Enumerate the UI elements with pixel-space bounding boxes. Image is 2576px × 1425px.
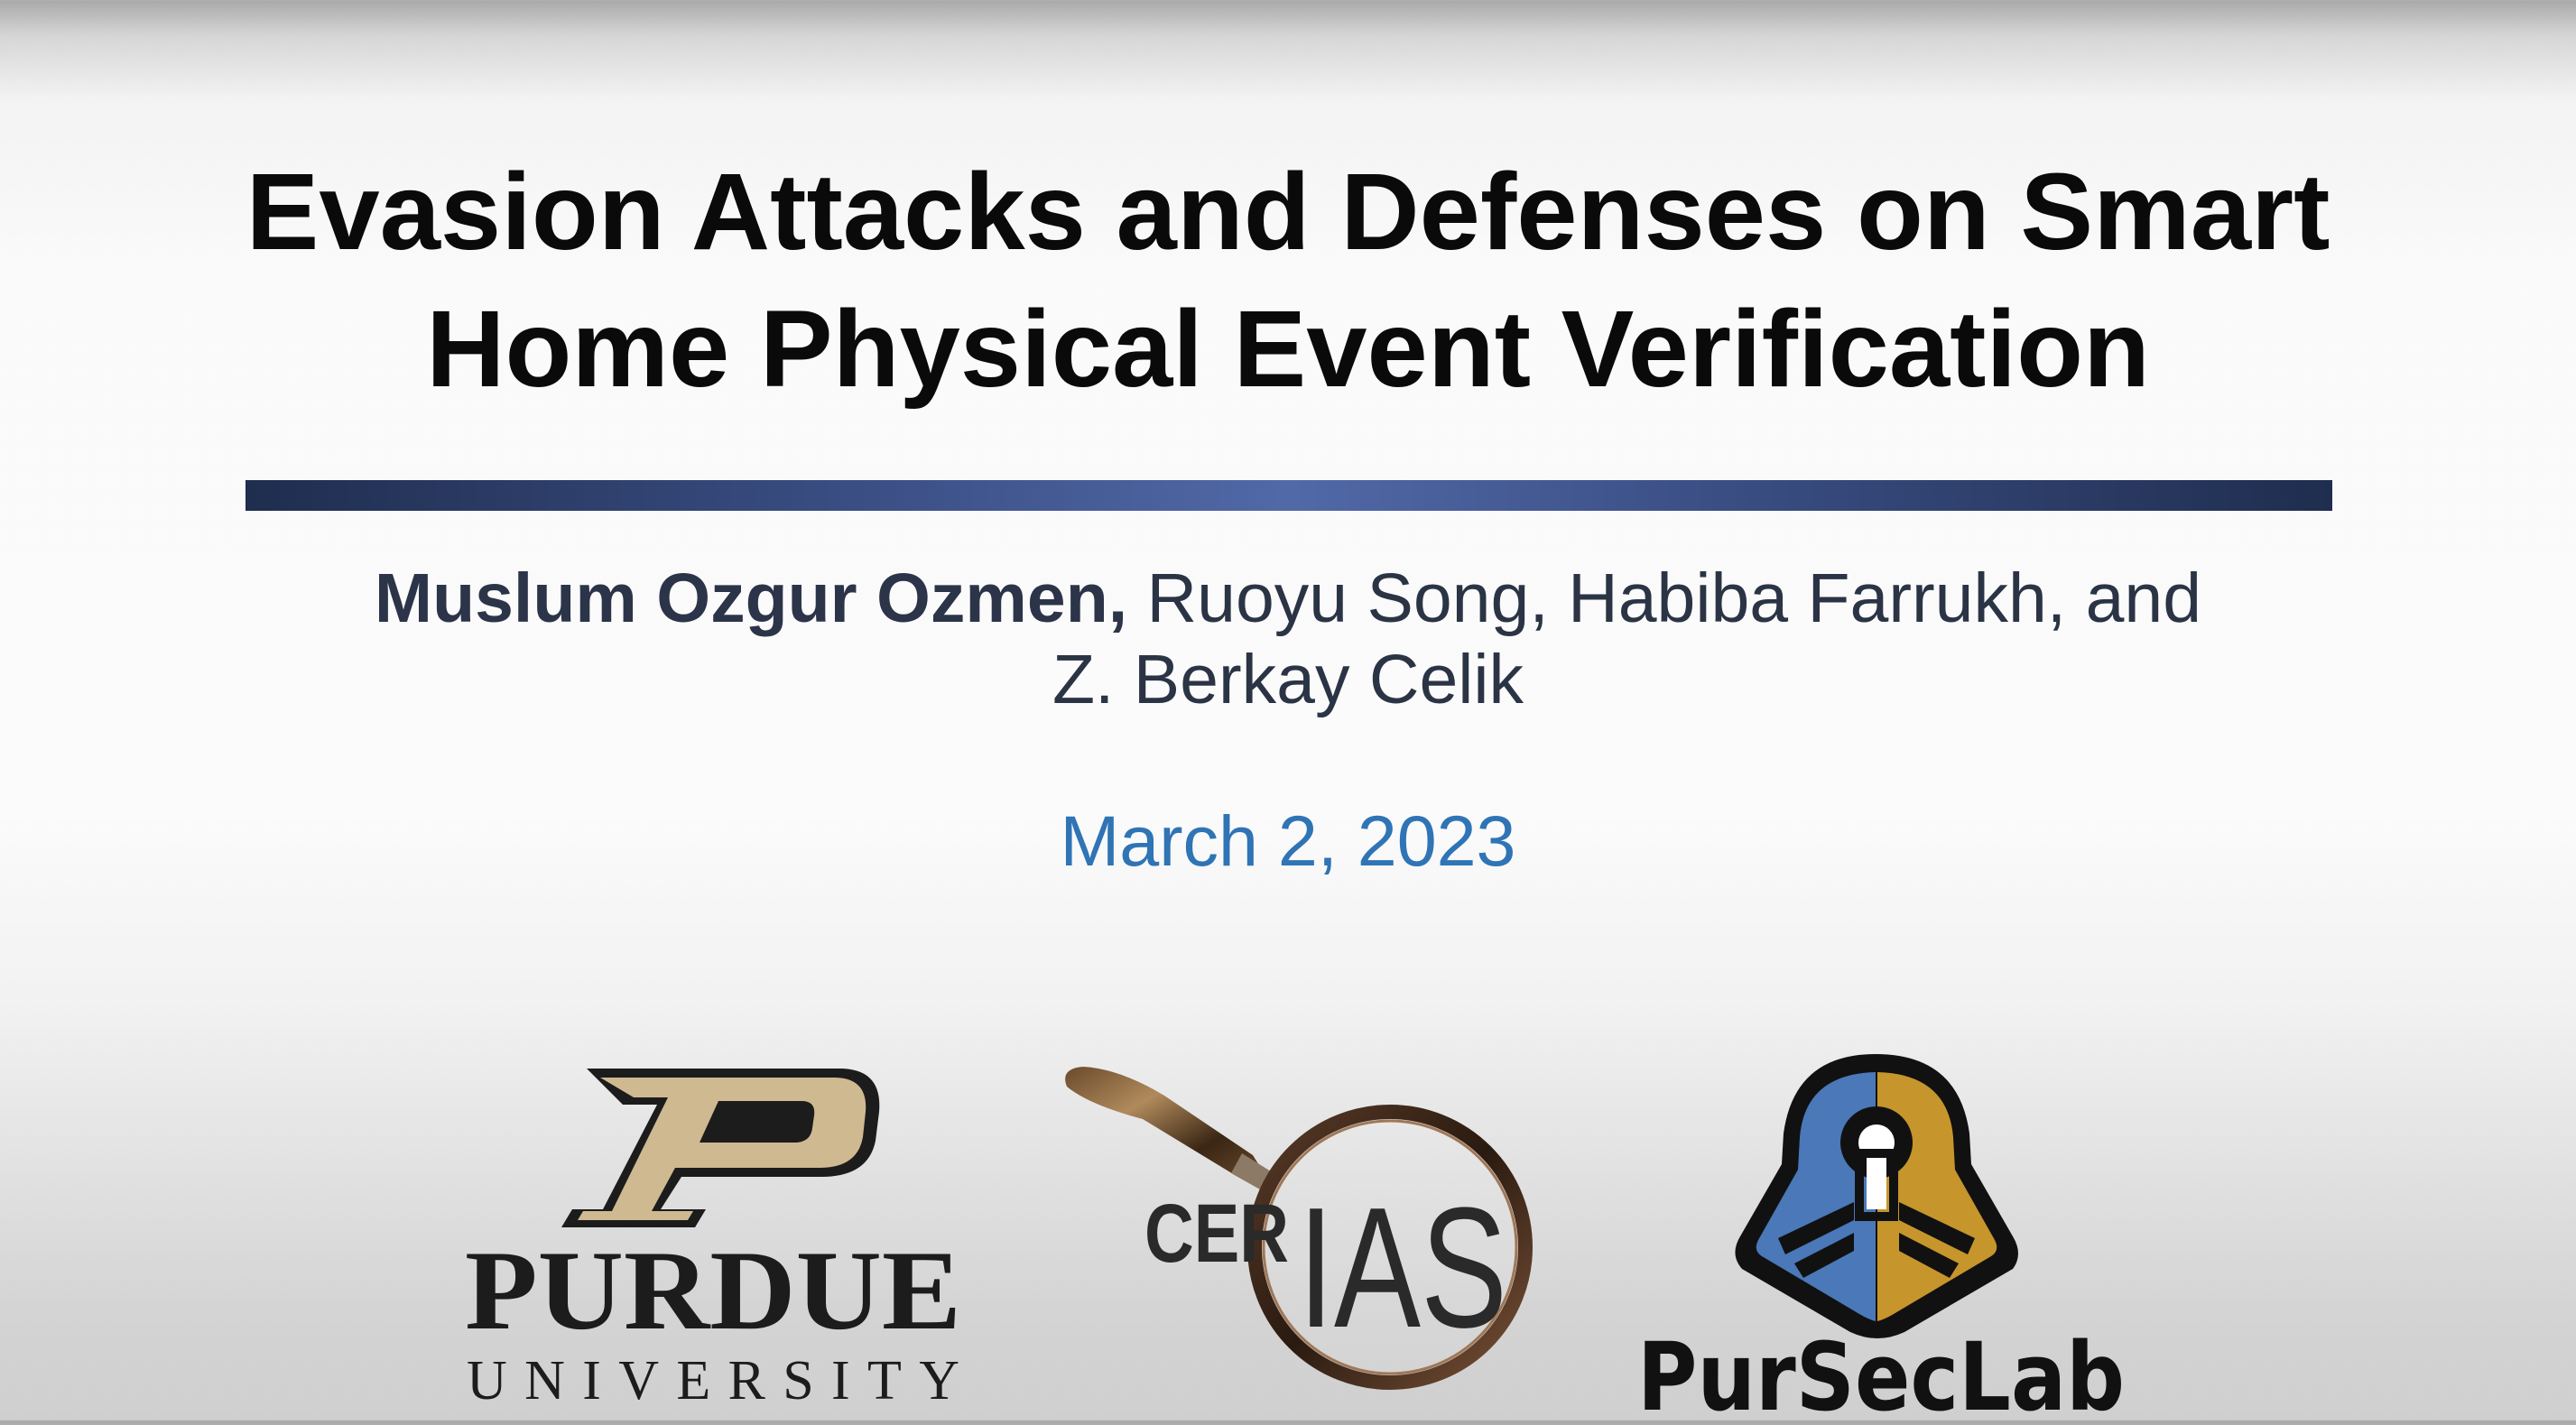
slide-title-line-1: Evasion Attacks and Defenses on Smart (246, 150, 2330, 273)
slide-title-line-2: Home Physical Event Verification (426, 287, 2150, 410)
author-line-1 (135, 558, 2441, 639)
purdue-motion-p-icon (561, 1069, 879, 1227)
purseclab-logo (1634, 1047, 2139, 1425)
slide-title (135, 143, 2441, 417)
purseclab-logo-graphic (1634, 1047, 2139, 1425)
author-list (135, 558, 2441, 720)
university-wordmark: UNIVERSITY (467, 1350, 959, 1411)
purseclab-wordmark: PurSecLab (1637, 1322, 2125, 1425)
cerias-logo (1056, 1056, 1561, 1399)
coauthors-line-2: Z. Berkay Celik (1052, 641, 1524, 718)
purdue-university-logo (460, 1058, 984, 1419)
cerias-text-right: IAS (1298, 1172, 1507, 1364)
presentation-date: March 2, 2023 (1060, 800, 1516, 881)
purdue-wordmark: PURDUE (465, 1228, 961, 1354)
coauthors-line-1: Ruoyu Song, Habiba Farrukh, and (1127, 560, 2202, 637)
purdue-logo-graphic (460, 1058, 984, 1419)
cerias-logo-graphic (1056, 1056, 1561, 1399)
shield-lock-icon (1735, 1054, 2018, 1338)
cerias-text-left: CER (1144, 1188, 1289, 1280)
title-divider-bar (246, 480, 2332, 511)
presenter-name: Muslum Ozgur Ozmen, (374, 560, 1128, 637)
